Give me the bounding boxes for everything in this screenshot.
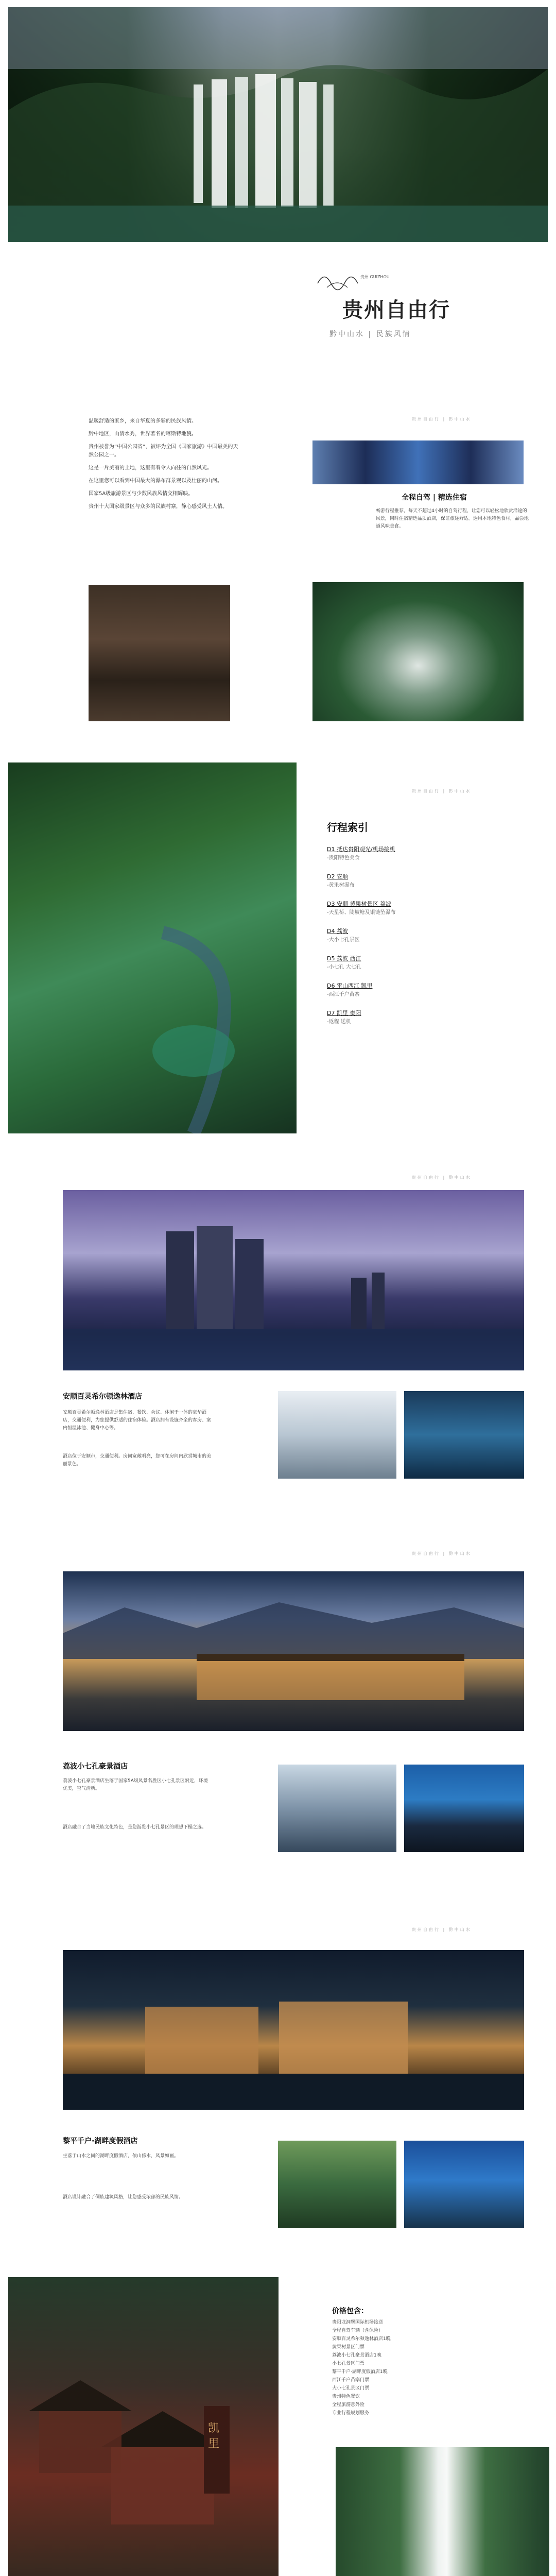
village-sign-text: 凯 (208, 2422, 220, 2435)
price-item: 贵州特色餐饮 (332, 2394, 360, 2399)
hotel3-illustration (63, 1950, 524, 2110)
itinerary-item-sub: -天星桥、陡坡塘及银链坠瀑布 (327, 910, 396, 916)
itinerary-item-label[interactable]: D2 安顺 (327, 873, 348, 880)
section-tag: 贵州自由行 | 黔中山水 (412, 1175, 472, 1180)
itinerary-item-sub: -贵阳特色美食 (327, 855, 360, 861)
itinerary-item (327, 872, 461, 888)
section-tag: 贵州自由行 | 黔中山水 (412, 1927, 472, 1932)
itinerary-item-sub: -小七孔 大七孔 (327, 964, 361, 970)
selection-heading: 全程自驾 | 精选住宿 (402, 494, 467, 502)
hotel1-photo (63, 1190, 524, 1370)
intro-paragraph: 温暖舒适的家乡，来自华夏的多彩的民族风情。 (89, 418, 197, 424)
hotel3-name: 黎平千户·湖畔度假酒店 (63, 2137, 138, 2145)
price-item: 安顺百灵希尔顿逸林酒店1晚 (332, 2336, 391, 2342)
intro-paragraph: 贵州十大国家级景区与众多的民族村寨，静心感受风土人情。 (89, 504, 228, 510)
river-illustration (8, 762, 297, 1133)
itinerary-item-label[interactable]: D5 荔波 西江 (327, 955, 361, 962)
price-item: 大小七孔景区门票 (332, 2386, 370, 2391)
price-item: 专业行程规划服务 (332, 2411, 370, 2416)
itinerary-item-sub: -返程 送机 (327, 1019, 351, 1025)
price-item: 黎平千户·湖畔度假酒店1晚 (332, 2369, 388, 2375)
waterfall-illustration (8, 7, 548, 242)
price-title: 价格包含： (332, 2307, 368, 2315)
waterfall-photo-2 (336, 2447, 549, 2576)
itinerary-item-label[interactable]: D4 荔波 (327, 928, 348, 935)
itinerary-item-label[interactable]: D7 凯里 贵阳 (327, 1010, 361, 1016)
logo-wave-icon (317, 268, 378, 294)
selection-text: 畅游行程推荐，每天不超过4小时的自驾行程，让您可以轻松地欣赏沿途的风景，同时住宿精选品质酒店，保证旅途舒适。选用本地特色食材，品尝地道风味美食。 (376, 509, 529, 529)
price-item: 贵阳龙洞堡国际机场接送 (332, 2320, 384, 2325)
intro-paragraph: 在这里您可以看到中国最大的瀑布群景观以及壮丽的山河。 (89, 478, 222, 484)
hero-waterfall-photo (8, 7, 548, 242)
price-item: 西江千户苗寨门票 (332, 2378, 370, 2383)
itinerary-item-sub: -西江千户苗寨 (327, 992, 360, 997)
hotel1-pool-photo (404, 1391, 524, 1479)
section-tag: 贵州自由行 | 黔中山水 (412, 1551, 472, 1556)
hotel3-garden-photo (278, 2141, 396, 2228)
itinerary-item-label[interactable]: D1 抵达贵阳观光/机场接机 (327, 846, 395, 853)
hotel1-desc: 安顺百灵希尔顿逸林酒店是集住宿、餐饮、会议、休闲于一体的豪华酒店，交通便利，为您提供舒适的住宿体验。酒店拥有设施齐全的客房、室内恒温泳池、健身中心等。 (63, 1410, 212, 1431)
hotel1-name: 安顺百灵希尔顿逸林酒店 (63, 1393, 142, 1401)
hotel1-lobby-photo (278, 1391, 396, 1479)
intro-paragraph: 贵州被誉为“中国公园省”，被评为全国《国家旅游》中国最美的天然公园之一。 (89, 444, 238, 458)
brand-logo-text: 贵州 GUIZHOU (360, 275, 390, 279)
brand-logo (317, 268, 378, 294)
itinerary-list (327, 845, 461, 1036)
itinerary-title: 行程索引 (327, 821, 368, 834)
hotel3-photo (63, 1950, 524, 2110)
hotel2-photo (63, 1571, 524, 1731)
village-sign-text: 里 (208, 2437, 220, 2450)
price-item: 荔波小七孔豪景酒店1晚 (332, 2353, 381, 2358)
itinerary-item (327, 927, 461, 943)
village-illustration (8, 2277, 279, 2576)
itinerary-item (327, 981, 461, 997)
price-item: 全程旅游意外险 (332, 2402, 365, 2408)
river-valley-photo (8, 762, 297, 1133)
section-tag: 贵州自由行 | 黔中山水 (412, 789, 472, 793)
intro-paragraph: 国家5A级旅游景区与少数民族风情交相辉映。 (89, 491, 194, 497)
hotel1-illustration (63, 1190, 524, 1370)
price-item: 小七孔景区门票 (332, 2361, 365, 2366)
itinerary-item (327, 845, 461, 861)
intro-paragraph: 黔中地区，山清水秀，世界著名的喀斯特地貌。 (89, 431, 197, 437)
section-tag: 贵州自由行 | 黔中山水 (412, 417, 472, 421)
itinerary-item-label[interactable]: D6 雷山西江 凯里 (327, 982, 373, 989)
price-item: 黄果树景区门票 (332, 2345, 365, 2350)
page-title: 贵州自由行 (342, 298, 450, 322)
hotel2-night-photo (404, 1765, 524, 1852)
page-subtitle: 黔中山水 | 民族风情 (329, 330, 411, 338)
hotel1-desc2: 酒店位于安顺市，交通便利。房间宽敞明亮，您可在房间内欣赏城市的美丽景色。 (63, 1454, 212, 1467)
price-item: 全程自驾车辆（含保险） (332, 2328, 384, 2333)
hotel2-desc: 荔波小七孔豪景酒店坐落于国家5A级风景名胜区小七孔景区附近，环境优美，空气清新。 (63, 1778, 208, 1791)
itinerary-item-label[interactable]: D3 安顺 黄果树景区 荔波 (327, 901, 391, 907)
hotel3-blue-photo (404, 2141, 524, 2228)
city-strip-photo (312, 440, 524, 484)
alley-photo (89, 585, 230, 721)
hotel3-desc: 坐落于山水之间的湖畔度假酒店，依山傍水，风景如画。 (63, 2154, 179, 2159)
intro-text (89, 417, 243, 516)
price-list (332, 2318, 502, 2417)
intro-paragraph: 这是一片美丽的土地，这里有着令人向往的自然风光。 (89, 465, 212, 471)
itinerary-item-sub: -大小七孔景区 (327, 937, 360, 943)
itinerary-item (327, 954, 461, 970)
village-photo (8, 2277, 279, 2576)
hotel2-name: 荔波小七孔豪景酒店 (63, 1762, 128, 1771)
itinerary-item (327, 900, 461, 916)
hotel2-desc2: 酒店融合了当地民族文化特色，是您游览小七孔景区的理想下榻之选。 (63, 1825, 207, 1830)
hotel2-illustration (63, 1571, 524, 1731)
hotel3-desc2: 酒店设计融合了侗族建筑风格，让您感受浓郁的民族风情。 (63, 2195, 184, 2200)
falls-aerial-photo (312, 582, 524, 721)
hotel2-suite-photo (278, 1765, 396, 1852)
itinerary-item (327, 1009, 461, 1025)
itinerary-item-sub: -黄果树瀑布 (327, 883, 355, 888)
